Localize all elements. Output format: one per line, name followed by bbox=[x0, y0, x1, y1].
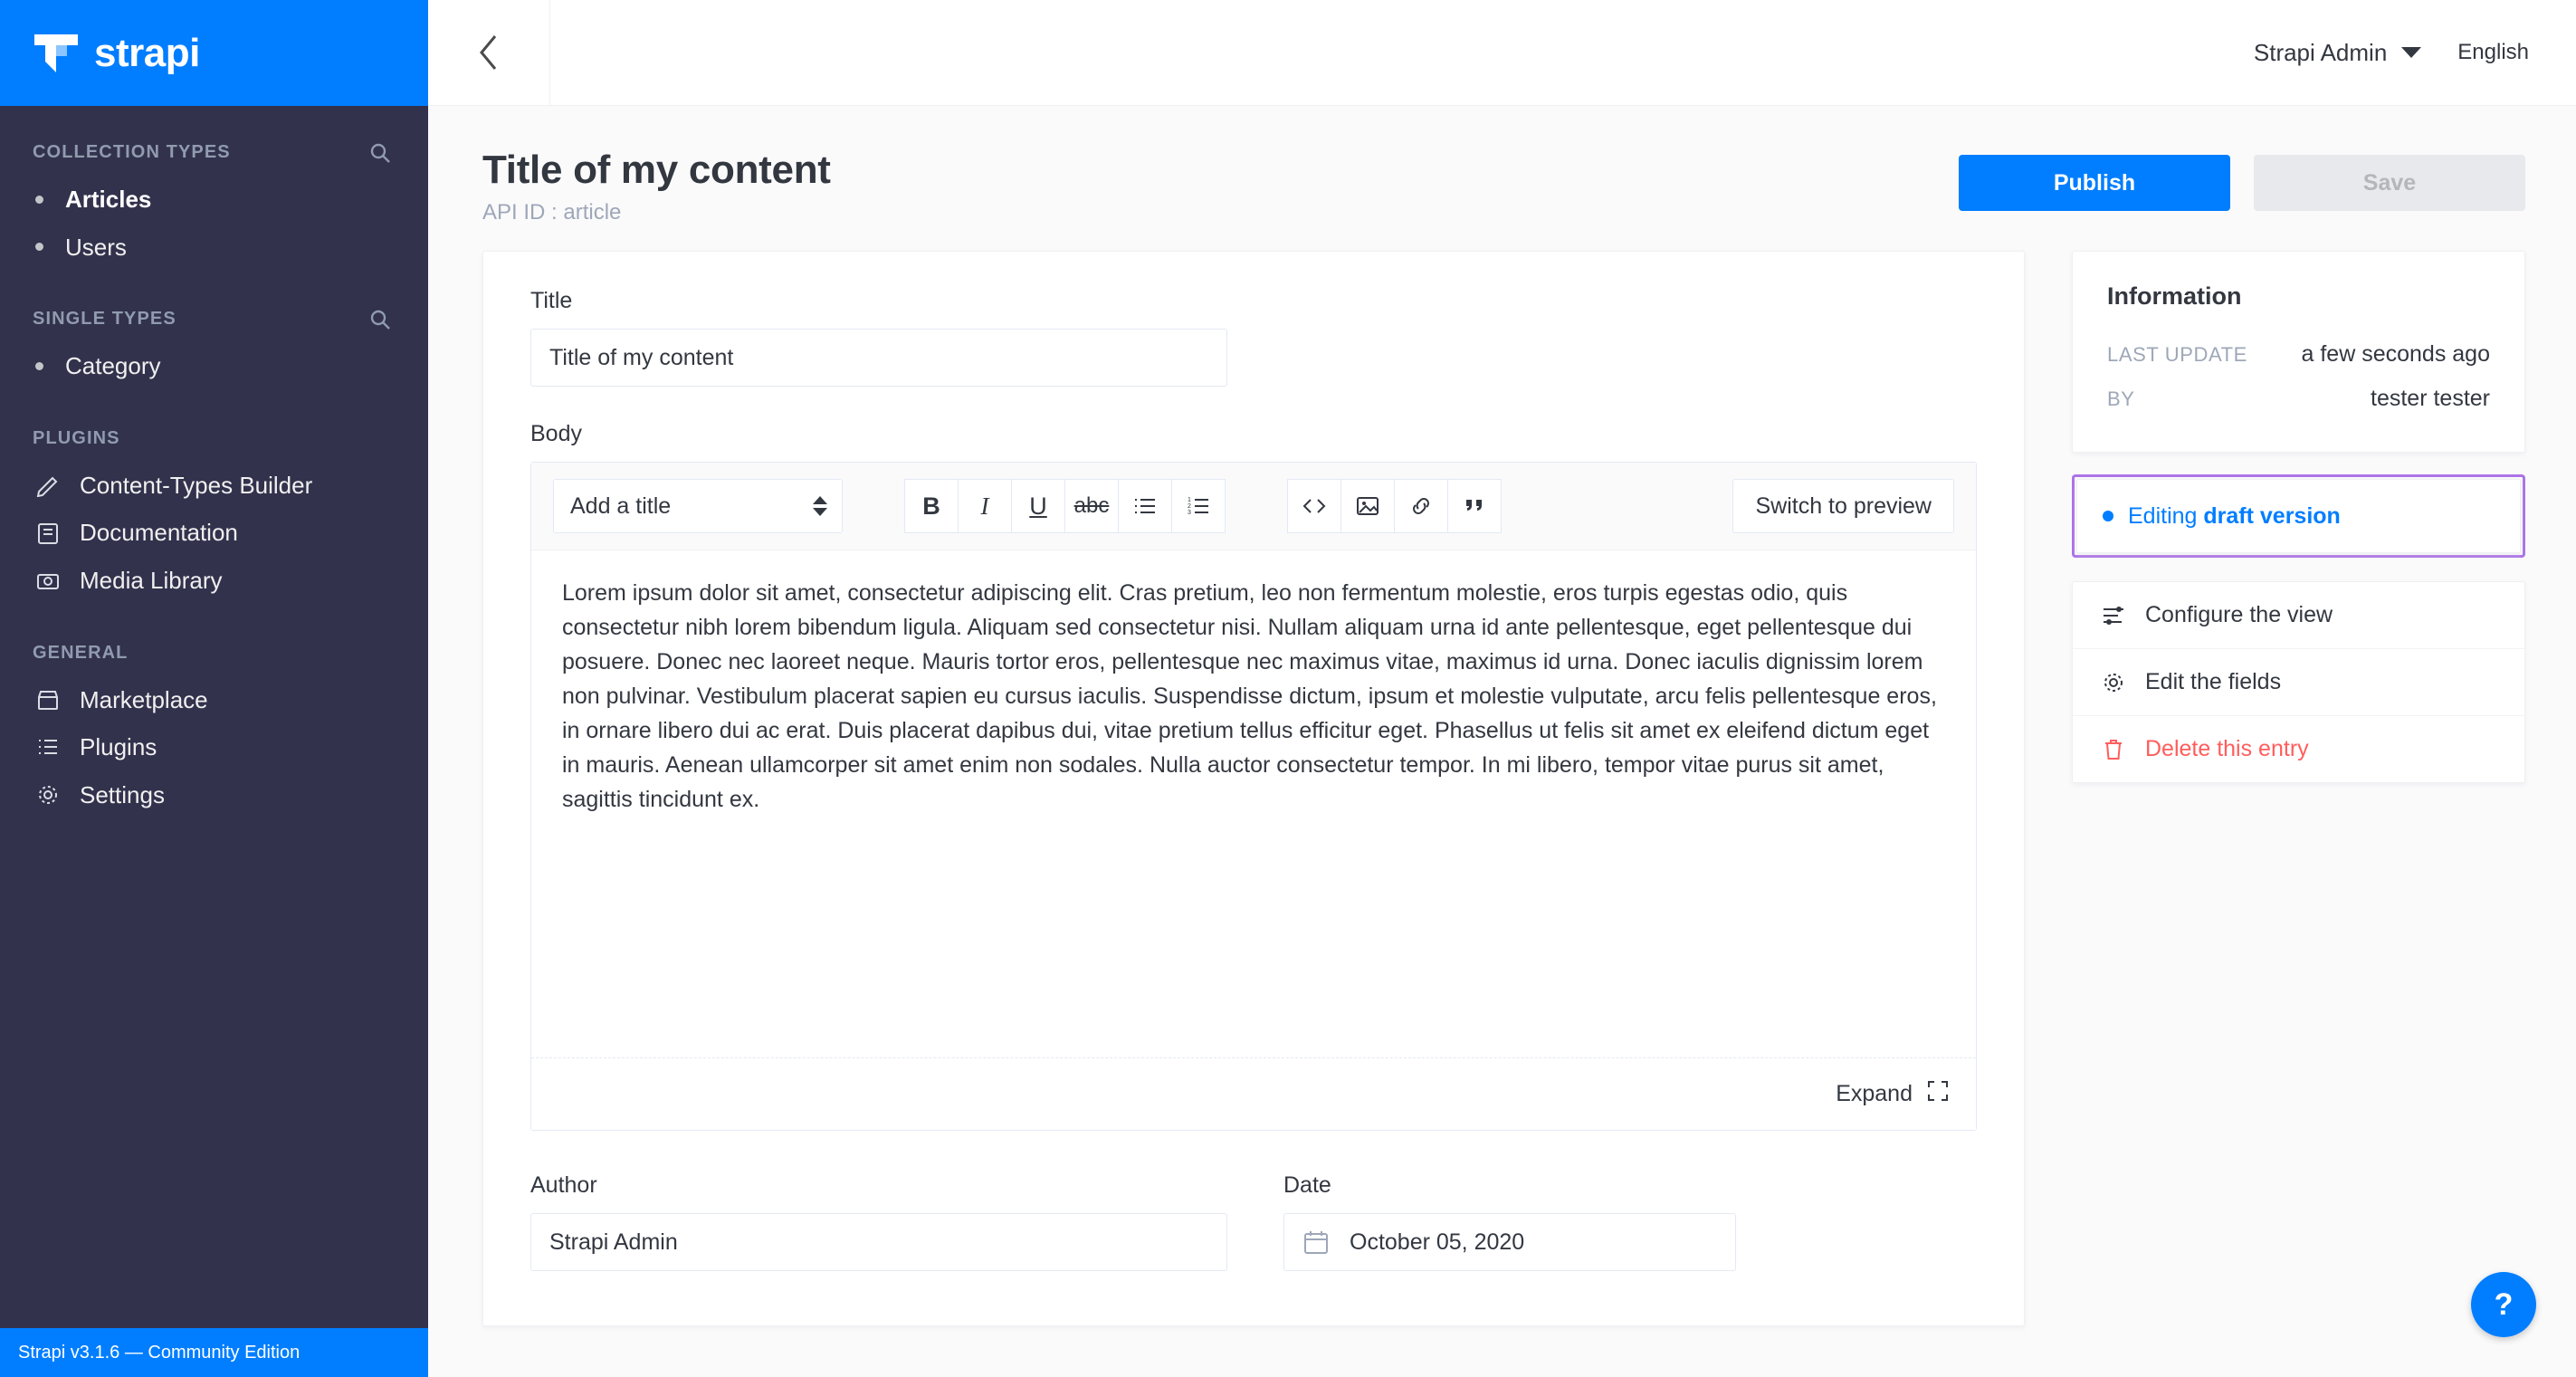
title-field bbox=[530, 288, 1977, 387]
editing-draft-version-button[interactable] bbox=[2076, 479, 2521, 553]
expand-editor-button[interactable] bbox=[531, 1057, 1976, 1130]
page-title: Title of my content bbox=[482, 148, 831, 192]
quote-icon[interactable] bbox=[1447, 479, 1502, 533]
draft-strong: draft version bbox=[2203, 502, 2341, 529]
sidebar bbox=[0, 0, 428, 1377]
switch-to-preview-button[interactable]: Switch to preview bbox=[1732, 479, 1954, 533]
calendar-icon bbox=[1303, 1229, 1329, 1259]
action-label: Configure the view bbox=[2145, 602, 2333, 627]
author-input[interactable] bbox=[530, 1213, 1227, 1271]
sidebar-section-single-types bbox=[0, 271, 428, 342]
brand-name: strapi bbox=[94, 30, 200, 75]
shop-icon bbox=[33, 688, 63, 712]
page-header-text bbox=[482, 148, 831, 225]
date-field bbox=[1283, 1172, 1736, 1271]
sidebar-item-label: Category bbox=[65, 352, 161, 380]
info-value: tester tester bbox=[2371, 386, 2490, 411]
link-icon[interactable] bbox=[1394, 479, 1448, 533]
sidebar-section-plugins bbox=[0, 390, 428, 462]
entry-actions-card bbox=[2072, 581, 2525, 783]
gear-icon bbox=[33, 783, 63, 807]
italic-button[interactable] bbox=[958, 479, 1012, 533]
bullet-icon bbox=[35, 243, 43, 251]
book-icon bbox=[33, 521, 63, 545]
save-button[interactable]: Save bbox=[2254, 155, 2525, 211]
svg-text:3: 3 bbox=[1188, 510, 1191, 516]
date-input[interactable] bbox=[1283, 1213, 1736, 1271]
image-icon[interactable] bbox=[1340, 479, 1395, 533]
publish-button[interactable]: Publish bbox=[1959, 155, 2230, 211]
information-row-last-update bbox=[2107, 332, 2490, 377]
numbered-list-icon[interactable] bbox=[1171, 479, 1226, 533]
heading-select-value: Add a title bbox=[570, 492, 672, 519]
sidebar-item-label: Plugins bbox=[80, 733, 157, 761]
page-header bbox=[428, 106, 2576, 225]
author-label: Author bbox=[530, 1172, 597, 1198]
body-row bbox=[428, 225, 2576, 1326]
page-content bbox=[428, 106, 2576, 1326]
layout-icon bbox=[2100, 605, 2127, 626]
sidebar-section-title: GENERAL bbox=[33, 642, 129, 663]
delete-this-entry-button[interactable] bbox=[2073, 716, 2524, 782]
stepper-icon bbox=[813, 496, 827, 516]
heading-select[interactable] bbox=[553, 479, 843, 533]
media-icon bbox=[33, 569, 63, 592]
action-label: Delete this entry bbox=[2145, 736, 2309, 761]
sidebar-item-marketplace[interactable] bbox=[0, 676, 428, 724]
underline-label: U bbox=[1029, 492, 1047, 520]
brand-header[interactable] bbox=[0, 0, 428, 106]
bold-button[interactable] bbox=[904, 479, 959, 533]
sidebar-version-footer: Strapi v3.1.6 — Community Edition bbox=[0, 1328, 428, 1377]
bullet-icon bbox=[35, 196, 43, 204]
pencil-icon bbox=[33, 473, 63, 497]
date-label: Date bbox=[1283, 1172, 1331, 1198]
bold-label: B bbox=[922, 492, 940, 520]
bullet-list-icon[interactable] bbox=[1118, 479, 1172, 533]
italic-label: I bbox=[980, 492, 989, 520]
configure-the-view-button[interactable] bbox=[2073, 582, 2524, 649]
body-field bbox=[530, 421, 1977, 1131]
list-icon bbox=[33, 735, 63, 759]
trash-icon bbox=[2100, 738, 2127, 761]
strikethrough-label: abc bbox=[1073, 493, 1110, 518]
page-api-id: API ID : article bbox=[482, 200, 622, 225]
title-label: Title bbox=[530, 288, 573, 313]
draft-version-highlight bbox=[2072, 474, 2525, 558]
body-label: Body bbox=[530, 421, 582, 446]
draft-version-label bbox=[2128, 503, 2341, 530]
sidebar-item-label: Marketplace bbox=[80, 685, 208, 713]
bullet-icon bbox=[35, 362, 43, 370]
sidebar-item-label: Users bbox=[65, 233, 127, 261]
info-value: a few seconds ago bbox=[2301, 341, 2490, 367]
sidebar-item-label: Documentation bbox=[80, 519, 238, 547]
author-field bbox=[530, 1172, 1227, 1271]
gear-icon bbox=[2100, 671, 2127, 694]
sidebar-item-category[interactable] bbox=[0, 342, 428, 390]
edit-form-card bbox=[482, 251, 2025, 1326]
right-column bbox=[2072, 251, 2525, 783]
sidebar-item-media-library[interactable] bbox=[0, 557, 428, 605]
sidebar-item-label: Settings bbox=[80, 780, 165, 808]
sidebar-section-title: COLLECTION TYPES bbox=[33, 142, 231, 162]
expand-label: Expand bbox=[1836, 1081, 1913, 1106]
sidebar-item-content-types-builder[interactable] bbox=[0, 462, 428, 510]
edit-the-fields-button[interactable] bbox=[2073, 649, 2524, 716]
author-date-row bbox=[530, 1172, 1977, 1271]
information-title: Information bbox=[2107, 282, 2242, 310]
editor-content[interactable]: Lorem ipsum dolor sit amet, consectetur adipiscing elit. Cras pretium, leo non fermentum molestie, eros turpis egestas odio, quis consectetur nibh lorem bibendum ligula. Aliquam sed consectetur nisi. Nullam aliquam urna id ante pellentesque, eget pellentesque dui posuere. Donec nec laoreet neque. Mauris tortor eros, pellentesque nec maximus vitae, maximus id urna. Donec iaculis dignissim lorem non pulvinar. Vestibulum placerat sapien eu cursus iaculis. Suspendisse dictum, ipsum et molestie vulputate, arcu felis pellentesque eros, in ornare libero dui ac erat. Duis placerat dapibus dui, vitae pretium tellus efficitur eget. Phasellus ut felis sit amet ex eleifend dictum eget in mauris. Aenean ullamcorper sit amet enim non sodales. Nulla auctor consectetur tempor. In mi libero, tempor vitae purus sit amet, sagittis tincidunt ex. bbox=[562, 580, 1937, 812]
draft-prefix: Editing bbox=[2128, 502, 2204, 529]
admin-name: Strapi Admin bbox=[2253, 38, 2388, 66]
sidebar-item-plugins[interactable] bbox=[0, 723, 428, 771]
sidebar-item-label: Articles bbox=[65, 186, 152, 213]
topbar bbox=[428, 0, 2576, 106]
page-actions bbox=[1959, 155, 2525, 211]
svg-text:1: 1 bbox=[1188, 497, 1191, 503]
help-button[interactable] bbox=[2471, 1272, 2536, 1337]
chevron-down-icon bbox=[2401, 47, 2421, 58]
info-key: BY bbox=[2107, 387, 2135, 410]
sidebar-section-title: PLUGINS bbox=[33, 427, 120, 448]
date-input-wrap bbox=[1283, 1213, 1736, 1271]
back-button[interactable] bbox=[428, 0, 550, 106]
information-card bbox=[2072, 251, 2525, 453]
title-input[interactable] bbox=[530, 329, 1227, 387]
sidebar-nav bbox=[0, 106, 428, 1328]
sidebar-item-label: Content-Types Builder bbox=[80, 471, 313, 499]
sidebar-item-documentation[interactable] bbox=[0, 509, 428, 557]
sidebar-item-users[interactable] bbox=[0, 224, 428, 272]
sidebar-section-collection-types bbox=[0, 122, 428, 176]
search-icon[interactable] bbox=[370, 143, 390, 163]
wysiwyg-editor bbox=[530, 462, 1977, 1131]
strapi-logo-icon bbox=[33, 33, 80, 74]
language-selector[interactable]: English bbox=[2457, 40, 2529, 64]
search-icon[interactable] bbox=[370, 310, 390, 330]
info-key: LAST UPDATE bbox=[2107, 342, 2247, 366]
sidebar-item-label: Media Library bbox=[80, 566, 223, 594]
underline-button[interactable] bbox=[1011, 479, 1065, 533]
sidebar-section-title: SINGLE TYPES bbox=[33, 309, 177, 330]
action-label: Edit the fields bbox=[2145, 669, 2282, 694]
information-row-by bbox=[2107, 377, 2490, 421]
strikethrough-button[interactable] bbox=[1064, 479, 1119, 533]
topbar-right bbox=[2254, 39, 2576, 67]
admin-menu[interactable] bbox=[2254, 39, 2421, 67]
sidebar-item-settings[interactable] bbox=[0, 771, 428, 819]
expand-icon bbox=[1927, 1080, 1949, 1108]
main-area bbox=[428, 0, 2576, 1377]
svg-text:2: 2 bbox=[1188, 503, 1191, 510]
status-dot-icon bbox=[2103, 511, 2113, 521]
help-icon: ? bbox=[2494, 1286, 2514, 1322]
sidebar-item-articles[interactable] bbox=[0, 176, 428, 224]
code-icon[interactable] bbox=[1287, 479, 1341, 533]
text-format-group bbox=[904, 479, 1226, 533]
editor-toolbar bbox=[531, 463, 1976, 550]
insert-group bbox=[1287, 479, 1502, 533]
sidebar-section-general bbox=[0, 605, 428, 676]
